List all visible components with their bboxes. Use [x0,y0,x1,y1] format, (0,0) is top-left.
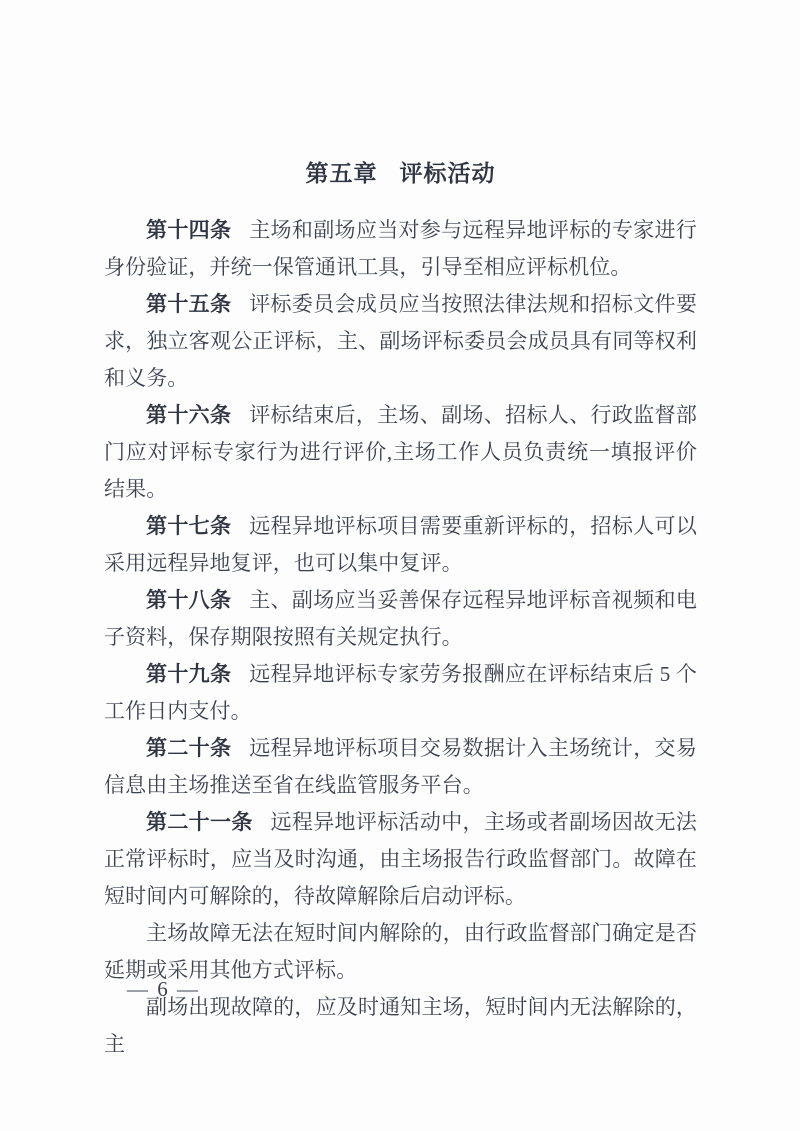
article-number: 第十八条 [146,589,232,612]
article-paragraph [104,397,697,508]
chapter-heading [104,158,697,188]
article-number: 第十四条 [146,219,232,242]
article-number: 第十九条 [146,663,232,686]
article-text: 主、副场应当妥善保存远程异地评标音视频和电子资料，保存期限按照有关规定执行。 [104,588,697,649]
article-text: 远程异地评标活动中，主场或者副场因故无法正常评标时，应当及时沟通，由主场报告行政监督部门。故障在短时间内可解除的，待故障解除后启动评标。 [104,810,698,908]
article-text: 远程异地评标专家劳务报酬应在评标结束后 5 个工作日内支付。 [104,662,697,723]
article-text: 远程异地评标项目需要重新评标的，招标人可以采用远程异地复评，也可以集中复评。 [104,514,697,575]
article-text: 主场和副场应当对参与远程异地评标的专家进行身份验证，并统一保管通讯工具，引导至相应评标机位。 [104,218,697,279]
article-text: 副场出现故障的，应及时通知主场，短时间内无法解除的，主 [104,995,697,1056]
article-number: 第十七条 [146,515,232,538]
article-paragraph [104,656,697,730]
article-number: 第二十条 [146,737,232,760]
article-text: 远程异地评标项目交易数据计入主场统计，交易信息由主场推送至省在线监管服务平台。 [104,736,697,797]
article-paragraph [104,804,697,915]
article-paragraph [104,730,697,804]
article-text: 主场故障无法在短时间内解除的，由行政监督部门确定是否延期或采用其他方式评标。 [104,921,697,982]
article-text: 评标委员会成员应当按照法律法规和招标文件要求，独立客观公正评标，主、副场评标委员会成员具有同等权利和义务。 [104,292,697,390]
chapter-number: 第五章 [305,160,378,186]
page-number: — 6 — [127,977,200,1001]
article-text: 评标结束后，主场、副场、招标人、行政监督部门应对评标专家行为进行评价,主场工作人员负责统一填报评价结果。 [104,403,697,501]
article-number: 第二十一条 [146,811,253,834]
article-paragraph [104,582,697,656]
article-number: 第十六条 [146,404,232,427]
articles-body [104,212,697,1063]
article-paragraph [104,508,697,582]
chapter-title: 评标活动 [399,160,496,186]
article-number: 第十五条 [146,293,232,316]
article-paragraph [104,212,697,286]
article-paragraph [104,286,697,397]
